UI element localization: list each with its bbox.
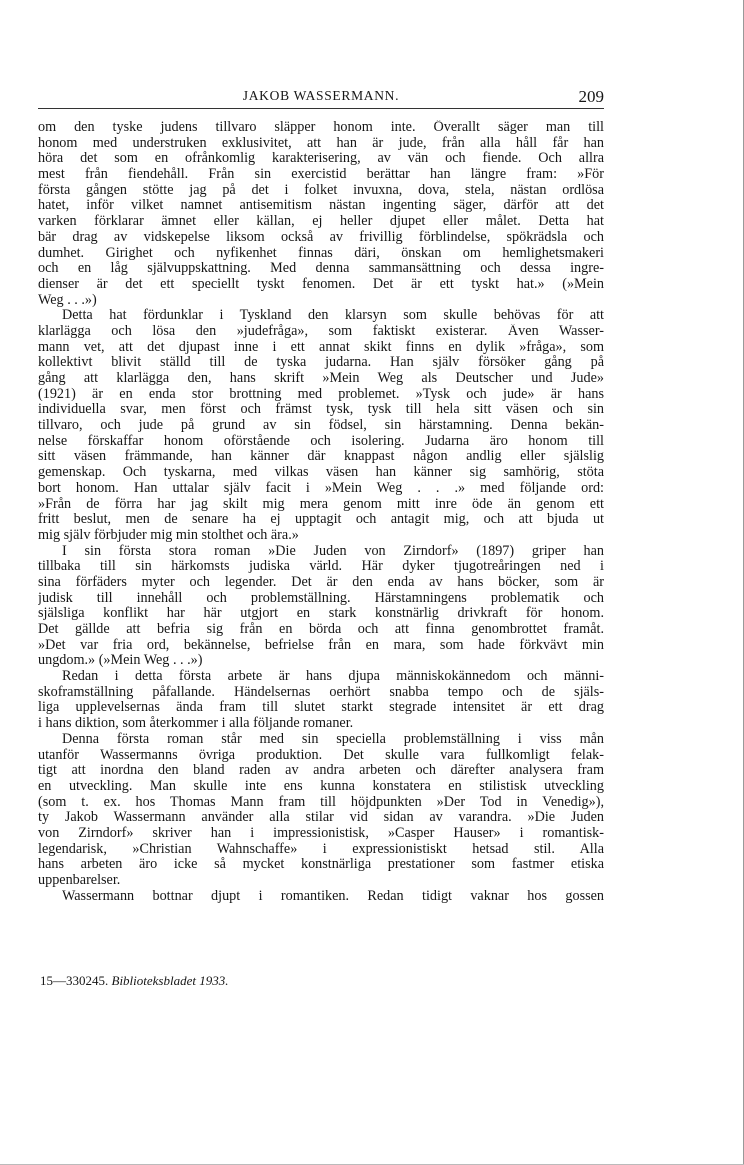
text-line: legendarisk, »Christian Wahnschaffe» i expressionistiskt hetsad stil. Alla [38,841,604,857]
text-line: dumhet. Girighet och nyfikenhet finnas däri, önskan om hemlighetsmakeri [38,245,604,261]
text-line: första gången stötte jag på det i folket invuxna, dova, stela, nästan ordlösa [38,182,604,198]
text-line: i hans diktion, som återkommer i alla följande romaner. [38,716,354,732]
body-text [38,120,604,904]
signature-number: 15—330245. [40,973,109,988]
text-line: ungdom.» (»Mein Weg . . .») [38,653,203,669]
text-line: (1921) är en enda stor brottning med problemet. »Tysk och jude» är hans [38,386,604,402]
text-line: höra det som en ofrånkomlig karakterisering, av vän och fiende. Och allra [38,151,604,167]
text-line: och en låg självuppskattning. Med denna sammansättning och dessa ingre- [38,261,604,277]
text-line: nelse förskaffar honom oförstående och isolering. Judarna äro honom till [38,433,604,449]
text-line: (som t. ex. hos Thomas Mann fram till höjdpunkten »Der Tod in Venedig»), [38,794,604,810]
text-line: varken förklarar ämnet eller källan, ej heller djupet eller målet. Detta hat [38,214,604,230]
text-line: tillbaka till sin härkomsts judiska värld. Här dyker tjugotreåringen ned i [38,559,604,575]
text-line: bär drag av vidskepelse liksom också av frivillig förblindelse, spökrädsla och [38,229,604,245]
text-line: själsliga konflikt har här utgjort en stark konstnärlig drivkraft för honom. [38,606,604,622]
footer-signature [40,973,228,989]
text-line: mann vet, att det djupast inne i ett annat skikt finns en dylik »fråga», som [38,339,604,355]
text-line: Weg . . .») [38,292,97,308]
text-line: mig själv förbjuder mig min stolthet och ära.» [38,527,299,543]
text-line: dienser är det ett speciellt tyskt fenomen. Det är ett tyskt hat.» (»Mein [38,276,604,292]
text-line: uppenbarelser. [38,873,121,888]
text-line: kollektivt blivit ställd till de tyska judarna. Han själv försöker gång på [38,355,604,371]
text-line: gång att klarlägga den, hans skrift »Mein Weg als Deutscher und Jude» [38,371,604,386]
text-line: hans arbeten äro icke så mycket konstnärliga prestationer som fastmer etiska [38,857,604,873]
text-line: Wassermann bottnar djupt i romantiken. Redan tidigt vaknar hos gossen [62,888,604,904]
text-line: hatet, inför vilket namnet antisemitism nästan ingenting säger, därför att det [38,198,604,214]
page-header [38,88,604,108]
text-line: fritt beslut, men de senare ha ej upptagit och antagit mig, och att bjuda ut [38,512,604,528]
text-line: Det gällde att befria sig från en börda och att finna genombrottet framåt. [38,622,604,637]
running-head: JAKOB WASSERMANN. [242,88,400,103]
text-line: Detta hat fördunklar i Tyskland den klarsyn som skulle behövas för att [62,308,604,324]
text-line: mest från fiendehåll. Från sin exercistid berättar han längre fram: »För [38,167,604,183]
signature-title: Biblioteksbladet 1933. [111,973,229,988]
header-rule [38,108,604,109]
text-line: von Zirndorf» skriver han i impressionistisk, »Casper Hauser» i romantisk- [38,825,604,841]
text-line: klarlägga och lösa den »judefråga», som faktiskt existerar. Även Wasser- [38,323,604,339]
text-line: I sin första stora roman »Die Juden von Zirndorf» (1897) griper han [62,543,604,559]
text-line: skoframställning påfallande. Händelsernas oerhört snabba tempo och de själs- [38,684,604,700]
text-line: »Det var fria ord, bekännelse, befrielse från en mara, som hade förkvävt min [38,637,604,653]
text-line: sina förfäders myter och legender. Det är den enda av hans böcker, som är [38,574,604,590]
text-line: liga upplevelsernas ända fram till slutet starkt stegrade intensitet är ett drag [38,700,604,716]
text-line: ty Jakob Wassermann använder alla stilar vid sidan av varandra. »Die Juden [38,810,604,826]
text-line: bort honom. Han uttalar själv facit i »Mein Weg . . .» med följande ord: [38,480,604,496]
text-line: Denna första roman står med sin speciella problemställning i viss mån [62,731,604,747]
text-line: tillvaro, och jude på grund av sin födsel, sin härstamning. Denna bekän- [38,418,604,434]
text-line: honom med understruken exklusivitet, att han är jude, från alla håll får han [38,135,604,151]
text-line: sitt väsen främmande, han känner där knappast någon andlig eller själslig [38,449,604,465]
text-line: om den tyske judens tillvaro släpper honom inte. Överallt säger man till [38,120,604,135]
page-number: 209 [578,87,604,106]
text-line: individuella svar, men först och främst tysk, tysk till hela sitt väsen och sin [38,402,604,418]
text-line: gemenskap. Och tyskarna, med vilkas väsen han känner sig samhörig, stöta [38,465,604,481]
text-line: utanför Wassermanns övriga produktion. Det skulle vara fullkomligt felak- [38,747,604,763]
text-line: »Från de förra har jag skilt mig mera genom mitt inre öde än genom ett [38,496,604,512]
text-line: en utveckling. Man skulle inte ens kunna konstatera en stilistisk utveckling [38,778,604,794]
text-line: judisk till innehåll och problemställning. Härstamningens problematik och [38,590,604,606]
text-line: Redan i detta första arbete är hans djupa människokännedom och männi- [62,669,604,685]
text-line: tigt att inordna den bland raden av andra arbeten och därefter analysera fram [38,763,604,779]
